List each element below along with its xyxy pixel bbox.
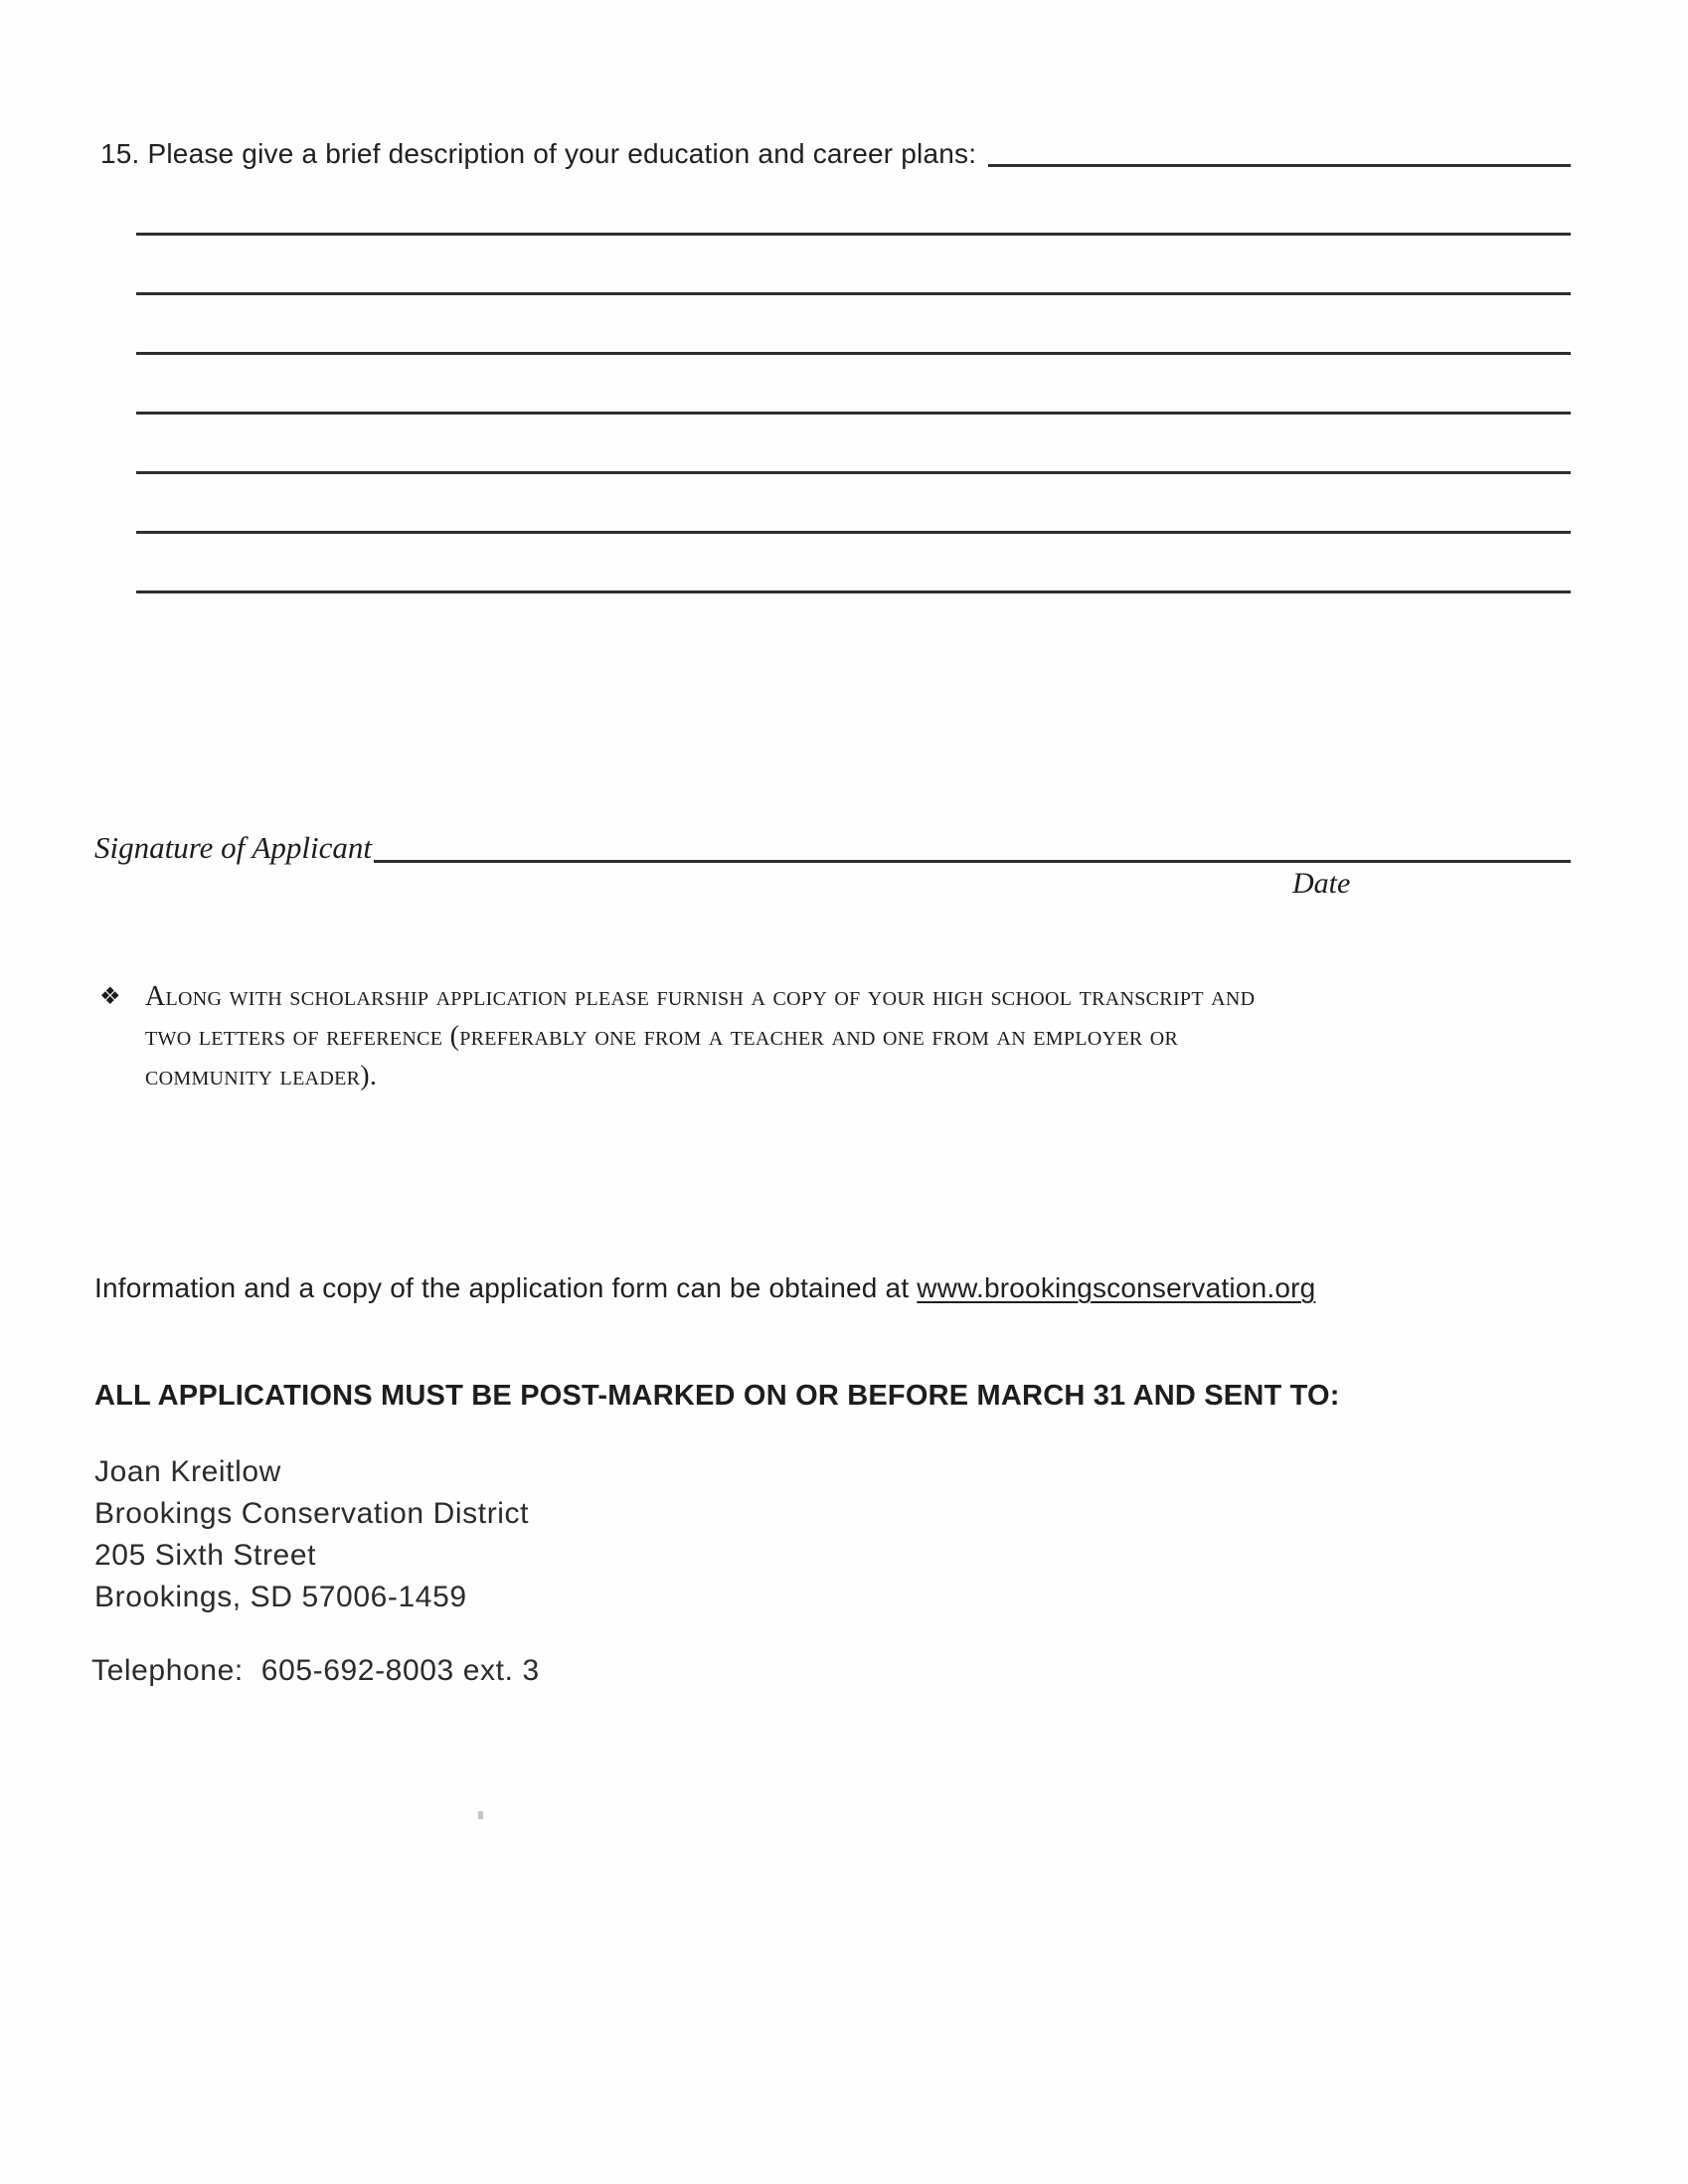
transcript-note	[99, 977, 1549, 1096]
signature-line	[374, 860, 1571, 863]
question-15-label: 15. Please give a brief description of your education and career plans:	[100, 138, 977, 169]
writing-line	[136, 531, 1571, 590]
note-line: community leader).	[145, 1061, 378, 1092]
address-line: Brookings Conservation District	[94, 1497, 530, 1530]
signature-label: Signature of Applicant	[94, 830, 372, 865]
scan-artifact	[478, 1811, 483, 1819]
note-line: two letters of reference (preferably one from a teacher and one from an employer or	[145, 1021, 1179, 1052]
info-text: Information and a copy of the application form can be obtained at	[94, 1272, 918, 1303]
address-line: 205 Sixth Street	[94, 1539, 317, 1572]
writing-line	[136, 412, 1571, 471]
writing-line	[136, 590, 1571, 650]
writing-line	[136, 471, 1571, 531]
note-line: Along with scholarship application please furnish a copy of your high school transcript and	[145, 981, 1256, 1012]
signature-row	[94, 829, 1571, 867]
writing-line	[136, 352, 1571, 412]
info-line	[94, 1272, 1315, 1304]
website-link[interactable]: www.brookingsconservation.org	[917, 1272, 1316, 1303]
address-block	[94, 1451, 529, 1618]
transcript-note-text	[145, 977, 1255, 1096]
address-line: Joan Kreitlow	[94, 1455, 281, 1488]
question-15-answer-line	[988, 164, 1571, 167]
telephone-line	[91, 1654, 540, 1688]
telephone-number: 605-692-8003 ext. 3	[260, 1654, 540, 1687]
diamond-bullet-icon: ❖	[99, 983, 121, 1010]
mailing-heading: ALL APPLICATIONS MUST BE POST-MARKED ON OR BEFORE MARCH 31 AND SENT TO:	[94, 1380, 1340, 1412]
writing-lines	[136, 233, 1571, 650]
question-15-row	[100, 137, 1571, 171]
date-label: Date	[1292, 867, 1351, 900]
writing-line	[136, 233, 1571, 292]
address-line: Brookings, SD 57006-1459	[94, 1581, 467, 1613]
writing-line	[136, 292, 1571, 352]
telephone-label: Telephone:	[91, 1654, 244, 1687]
